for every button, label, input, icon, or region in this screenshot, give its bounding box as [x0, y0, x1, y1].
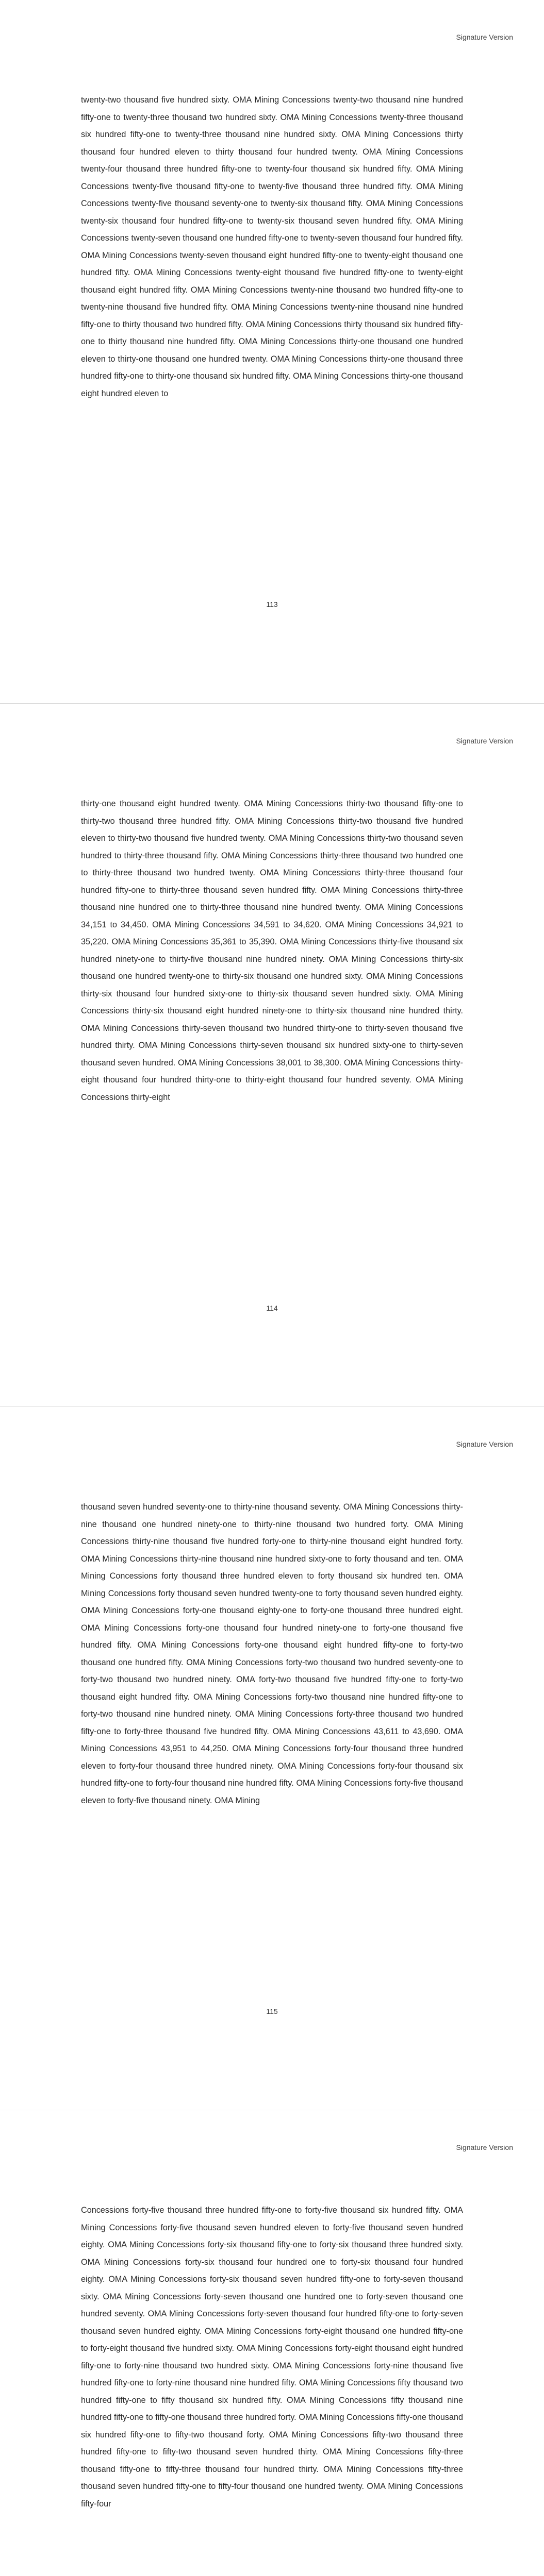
page-header: Signature Version — [456, 2143, 513, 2151]
page-header: Signature Version — [456, 737, 513, 745]
page-number: 113 — [266, 600, 278, 608]
page-body-text: twenty-two thousand five hundred sixty. OMA Mining Concessions twenty-two thousand nine hundred fifty-one to twenty-three thousand two hundred sixty. OMA Mining Concessions twenty-three thousand six hundred fifty-one to twenty-three thousand nine hundred sixty. OMA Mining Concessions thirty thousand four hundred eleven to thirty thousand four hundred twenty. OMA Mining Concessions twenty-four thousand three hundred fifty-one to twenty-four thousand six hundred fifty. OMA Mining Concessions twenty-five thousand fifty-one to twenty-five thousand three hundred fifty. OMA Mining Concessions twenty-five thousand seventy-one to twenty-six thousand fifty. OMA Mining Concessions twenty-six thousand four hundred fifty-one to twenty-six thousand seven hundred fifty. OMA Mining Concessions twenty-seven thousand one hundred fifty-one to twenty-seven thousand four hundred fifty. OMA Mining Concessions twenty-seven thousand eight hundred fifty-one to twenty-eight thousand one hundred fifty. OMA Mining Concessions twenty-eight thousand five hundred fifty-one to twenty-eight thousand eight hundred fifty. OMA Mining Concessions twenty-nine thousand two hundred fifty-one to twenty-nine thousand five hundred fifty. OMA Mining Concessions twenty-nine thousand nine hundred fifty-one to thirty thousand two hundred fifty. OMA Mining Concessions thirty thousand six hundred fifty-one to thirty thousand nine hundred fifty. OMA Mining Concessions thirty-one thousand one hundred eleven to thirty-one thousand one hundred twenty. OMA Mining Concessions thirty-one thousand three hundred fifty-one to thirty-one thousand six hundred fifty. OMA Mining Concessions thirty-one thousand eight hundred eleven to — [81, 95, 463, 398]
document-page-3 — [0, 1406, 544, 2110]
page-number: 114 — [266, 1304, 278, 1312]
page-body-text: thirty-one thousand eight hundred twenty. OMA Mining Concessions thirty-two thousand fifty-one to thirty-two thousand three hundred fifty. OMA Mining Concessions thirty-two thousand five hundred eleven to thirty-two thousand five hundred twenty. OMA Mining Concessions thirty-two thousand seven hundred to thirty-three thousand fifty. OMA Mining Concessions thirty-three thousand two hundred one to thirty-three thousand two hundred twenty. OMA Mining Concessions thirty-three thousand four hundred fifty-one to thirty-three thousand seven hundred fifty. OMA Mining Concessions thirty-three thousand nine hundred one to thirty-three thousand nine hundred twenty. OMA Mining Concessions 34,151 to 34,450. OMA Mining Concessions 34,591 to 34,620. OMA Mining Concessions 34,921 to 35,220. OMA Mining Concessions 35,361 to 35,390. OMA Mining Concessions thirty-five thousand six hundred ninety-one to thirty-five thousand nine hundred ninety. OMA Mining Concessions thirty-six thousand one hundred twenty-one to thirty-six thousand one hundred sixty. OMA Mining Concessions thirty-six thousand four hundred sixty-one to thirty-six thousand seven hundred sixty. OMA Mining Concessions thirty-six thousand eight hundred ninety-one to thirty-six thousand nine hundred thirty. OMA Mining Concessions thirty-seven thousand two hundred thirty-one to thirty-seven thousand five hundred thirty. OMA Mining Concessions thirty-seven thousand six hundred sixty-one to thirty-seven thousand seven hundred. OMA Mining Concessions 38,001 to 38,300. OMA Mining Concessions thirty-eight thousand four hundred thirty-one to thirty-eight thousand four hundred seventy. OMA Mining Concessions thirty-eight — [81, 799, 463, 1102]
page-number: 115 — [266, 2007, 278, 2015]
document-page-4 — [0, 2110, 544, 2576]
document-page-2 — [0, 703, 544, 1406]
page-header: Signature Version — [456, 1440, 513, 1448]
page-body-text: Concessions forty-five thousand three hundred fifty-one to forty-five thousand six hundred fifty. OMA Mining Concessions forty-five thousand seven hundred eleven to forty-five thousand seven hundred eighty. OMA Mining Concessions forty-six thousand fifty-one to forty-six thousand three hundred sixty. OMA Mining Concessions forty-six thousand four hundred one to forty-six thousand four hundred eighty. OMA Mining Concessions forty-six thousand seven hundred fifty-one to forty-seven thousand sixty. OMA Mining Concessions forty-seven thousand one hundred one to forty-seven thousand one hundred seventy. OMA Mining Concessions forty-seven thousand four hundred fifty-one to forty-seven thousand seven hundred eighty. OMA Mining Concessions forty-eight thousand one hundred fifty-one to forty-eight thousand five hundred sixty. OMA Mining Concessions forty-eight thousand eight hundred fifty-one to forty-nine thousand two hundred sixty. OMA Mining Concessions forty-nine thousand five hundred fifty-one to forty-nine thousand nine hundred fifty. OMA Mining Concessions fifty thousand two hundred fifty-one to fifty thousand six hundred fifty. OMA Mining Concessions fifty thousand nine hundred fifty-one to fifty-one thousand three hundred forty. OMA Mining Concessions fifty-one thousand six hundred fifty-one to fifty-two thousand forty. OMA Mining Concessions fifty-two thousand three hundred fifty-one to fifty-two thousand seven hundred thirty. OMA Mining Concessions fifty-three thousand fifty-one to fifty-three thousand four hundred thirty. OMA Mining Concessions fifty-three thousand seven hundred fifty-one to fifty-four thousand one hundred twenty. OMA Mining Concessions fifty-four — [81, 2206, 463, 2509]
document-page-1 — [0, 0, 544, 703]
page-body-text: thousand seven hundred seventy-one to thirty-nine thousand seventy. OMA Mining Concessions thirty-nine thousand one hundred ninety-one to thirty-nine thousand two hundred forty. OMA Mining Concessions thirty-nine thousand five hundred forty-one to thirty-nine thousand eight hundred forty. OMA Mining Concessions thirty-nine thousand nine hundred sixty-one to forty thousand and ten. OMA Mining Concessions forty thousand three hundred eleven to forty thousand six hundred ten. OMA Mining Concessions forty thousand seven hundred twenty-one to forty thousand seven hundred eighty. OMA Mining Concessions forty-one thousand eighty-one to forty-one thousand three hundred eight. OMA Mining Concessions forty-one thousand four hundred ninety-one to forty-one thousand five hundred fifty. OMA Mining Concessions forty-one thousand eight hundred fifty-one to forty-two thousand one hundred fifty. OMA Mining Concessions forty-two thousand two hundred seventy-one to forty-two thousand two hundred ninety. OMA forty-two thousand five hundred fifty-one to forty-two thousand eight hundred fifty. OMA Mining Concessions forty-two thousand nine hundred fifty-one to forty-two thousand nine hundred ninety. OMA Mining Concessions forty-three thousand two hundred fifty-one to forty-three thousand five hundred fifty. OMA Mining Concessions 43,611 to 43,690. OMA Mining Concessions 43,951 to 44,250. OMA Mining Concessions forty-four thousand three hundred eleven to forty-four thousand three hundred ninety. OMA Mining Concessions forty-four thousand six hundred fifty-one to forty-four thousand nine hundred fifty. OMA Mining Concessions forty-five thousand eleven to forty-five thousand ninety. OMA Mining — [81, 1502, 463, 1805]
page-header: Signature Version — [456, 33, 513, 41]
